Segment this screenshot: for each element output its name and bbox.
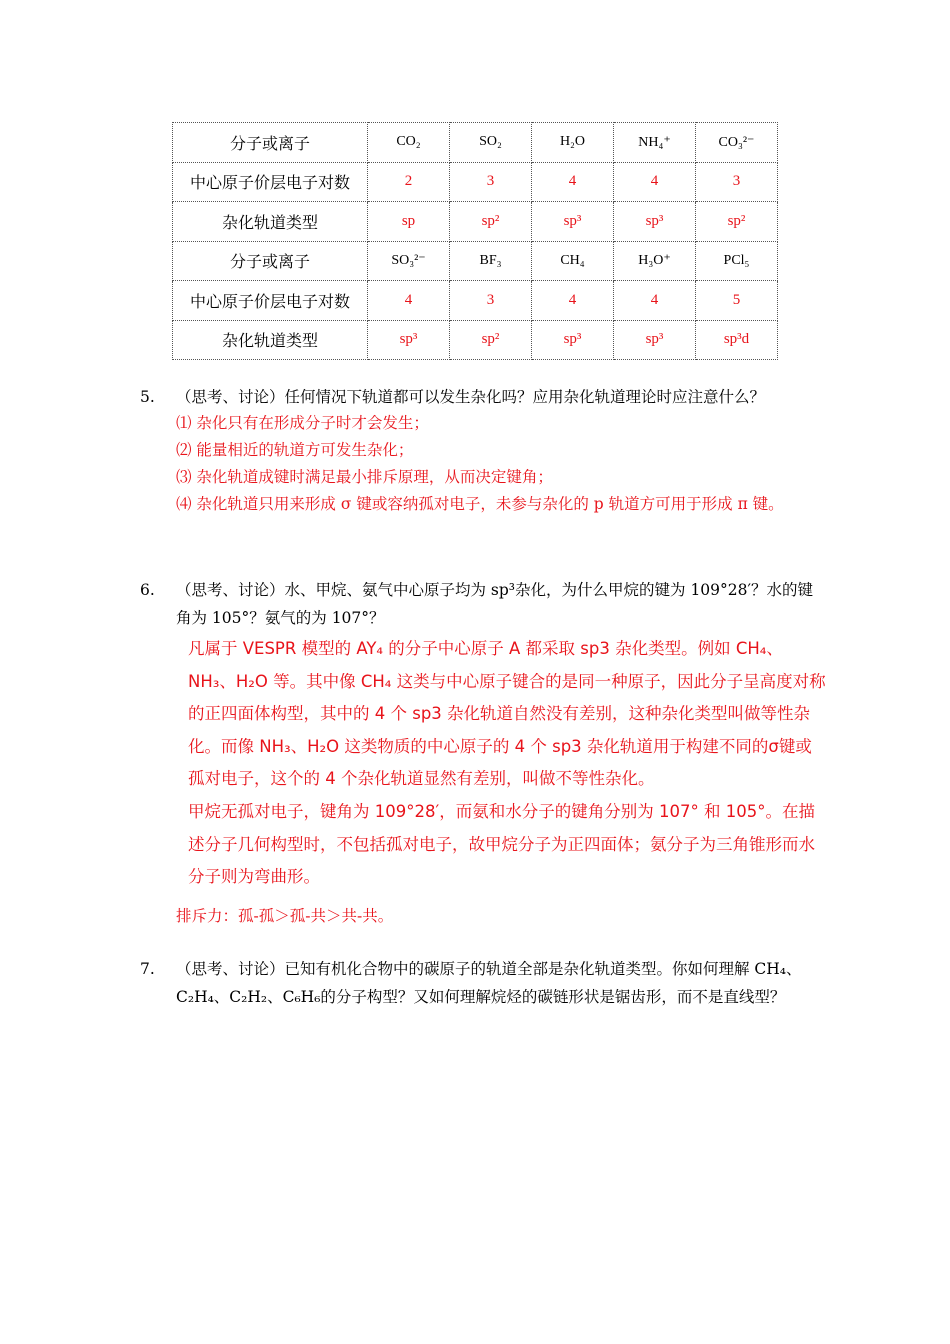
question-5 — [140, 383, 816, 411]
table-cell: sp³ — [614, 320, 696, 360]
table-row — [173, 162, 778, 202]
table-cell: SO₂ — [450, 123, 532, 163]
table-row — [173, 281, 778, 321]
table-cell: 4 — [614, 281, 696, 321]
answer-item: ⑶ 杂化轨道成键时满足最小排斥原理，从而决定键角； — [176, 468, 553, 486]
table-cell: H₃O⁺ — [614, 241, 696, 281]
hybridization-table — [172, 122, 778, 360]
question-number: 7. — [140, 960, 155, 978]
table-cell: sp² — [450, 320, 532, 360]
question-number: 6. — [140, 581, 155, 599]
table-cell: 3 — [450, 281, 532, 321]
table-cell: NH₄⁺ — [614, 123, 696, 163]
answer-item: ⑴ 杂化只有在形成分子时才会发生； — [176, 414, 429, 432]
table-row — [173, 241, 778, 281]
table-cell: 3 — [696, 162, 778, 202]
table-cell: sp² — [696, 202, 778, 242]
answer-item: ⑷ 杂化轨道只用来形成 σ 键或容纳孤对电子，未参与杂化的 p 轨道方可用于形成 π 键。 — [176, 495, 784, 513]
row-header: 杂化轨道类型 — [173, 320, 368, 360]
question-6 — [140, 576, 816, 632]
row-header: 分子或离子 — [173, 241, 368, 281]
table-cell: sp³ — [368, 320, 450, 360]
table-cell: 4 — [532, 162, 614, 202]
q6-answer-paragraph-3: 排斥力：孤-孤＞孤-共＞共-共。 — [176, 907, 394, 925]
row-header: 中心原子价层电子对数 — [173, 162, 368, 202]
row-header: 杂化轨道类型 — [173, 202, 368, 242]
table-cell: SO₃²⁻ — [368, 241, 450, 281]
q5-answer-list — [176, 410, 816, 518]
row-header: 分子或离子 — [173, 123, 368, 163]
table-cell: 5 — [696, 281, 778, 321]
question-number: 5. — [140, 388, 155, 406]
row-header: 中心原子价层电子对数 — [173, 281, 368, 321]
answer-item: ⑵ 能量相近的轨道方可发生杂化； — [176, 441, 414, 459]
table-cell: H₂O — [532, 123, 614, 163]
table-cell: BF₃ — [450, 241, 532, 281]
table-cell: 4 — [368, 281, 450, 321]
table-cell: CH₄ — [532, 241, 614, 281]
question-text: （思考、讨论）水、甲烷、氨气中心原子均为 sp³杂化，为什么甲烷的键为 109°28′？水的键角为 105°？氨气的为 107°？ — [176, 581, 814, 627]
table-row — [173, 202, 778, 242]
table-cell: 3 — [450, 162, 532, 202]
table-cell: sp² — [450, 202, 532, 242]
table-row — [173, 320, 778, 360]
q6-answer-paragraph-2: 甲烷无孤对电子，键角为 109°28′，而氨和水分子的键角分别为 107° 和 105°。在描述分子几何构型时，不包括孤对电子，故甲烷分子为正四面体；氨分子为三角锥形而水分子则为弯曲形。 — [188, 802, 815, 886]
question-text: （思考、讨论）任何情况下轨道都可以发生杂化吗？应用杂化轨道理论时应注意什么？ — [176, 388, 766, 406]
table-cell: CO₂ — [368, 123, 450, 163]
table-cell: 4 — [614, 162, 696, 202]
table-cell: CO₃²⁻ — [696, 123, 778, 163]
question-7 — [140, 955, 816, 1011]
table-cell: PCl₅ — [696, 241, 778, 281]
table-cell: 4 — [532, 281, 614, 321]
table-row — [173, 123, 778, 163]
q6-answer-paragraph-1: 凡属于 VESPR 模型的 AY₄ 的分子中心原子 A 都采取 sp3 杂化类型。例如 CH₄、NH₃、H₂O 等。其中像 CH₄ 这类与中心原子键合的是同一种原子，因此分子呈高度对称的正四面体构型，其中的 4 个 sp3 杂化轨道自然没有差别，这种杂化类型叫做等性杂化。而像 NH₃、H₂O 这类物质的中心原子的 4 个 sp3 杂化轨道用于构建不同的σ键或孤对电子，这个的 4 个杂化轨道显然有差别，叫做不等性杂化。 — [188, 639, 826, 788]
table-cell: sp³ — [532, 202, 614, 242]
table-cell: sp³ — [532, 320, 614, 360]
question-text: （思考、讨论）已知有机化合物中的碳原子的轨道全部是杂化轨道类型。你如何理解 CH₄、C₂H₄、C₂H₂、C₆H₆的分子构型？又如何理解烷烃的碳链形状是锯齿形，而不是直线型？ — [176, 960, 802, 1006]
table-cell: 2 — [368, 162, 450, 202]
table-cell: sp³ — [614, 202, 696, 242]
table-cell: sp³d — [696, 320, 778, 360]
table-cell: sp — [368, 202, 450, 242]
